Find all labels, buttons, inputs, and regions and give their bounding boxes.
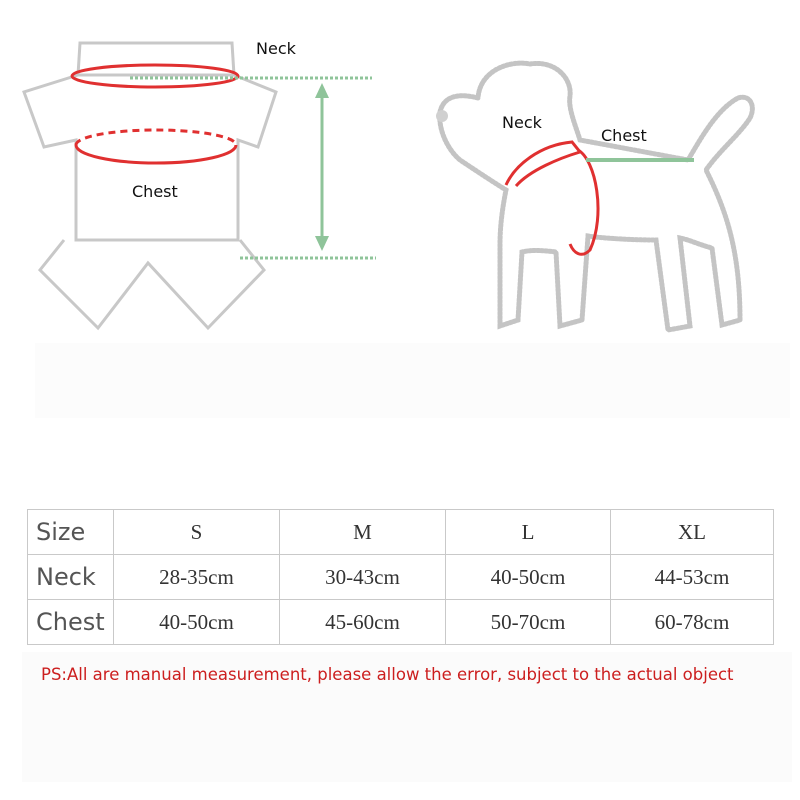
table-header-row — [28, 510, 774, 555]
table-row — [28, 600, 774, 645]
table-header-cell: M — [280, 510, 446, 555]
dog-neck-label: Neck — [502, 113, 542, 132]
table-header-cell: XL — [611, 510, 774, 555]
table-header-cell: Size — [28, 510, 114, 555]
table-cell: 40-50cm — [446, 555, 611, 600]
table-header-cell: S — [114, 510, 280, 555]
table-row-label: Chest — [28, 600, 114, 645]
table-cell: 28-35cm — [114, 555, 280, 600]
table-cell: 44-53cm — [611, 555, 774, 600]
table-cell: 60-78cm — [611, 600, 774, 645]
table-row-label: Neck — [28, 555, 114, 600]
garment-illustration — [0, 0, 800, 345]
size-chart-table — [27, 509, 774, 645]
shirt-neck-label: Neck — [256, 39, 296, 58]
table-row — [28, 555, 774, 600]
table-header-cell: L — [446, 510, 611, 555]
table-cell: 40-50cm — [114, 600, 280, 645]
blank-band — [35, 343, 790, 418]
measurement-note: PS:All are manual measurement, please allow the error, subject to the actual object — [41, 665, 734, 684]
table-cell: 45-60cm — [280, 600, 446, 645]
shirt-chest-label: Chest — [132, 182, 178, 201]
table-cell: 50-70cm — [446, 600, 611, 645]
dog-chest-label: Chest — [601, 126, 647, 145]
measurement-diagram — [0, 0, 800, 345]
table-cell: 30-43cm — [280, 555, 446, 600]
